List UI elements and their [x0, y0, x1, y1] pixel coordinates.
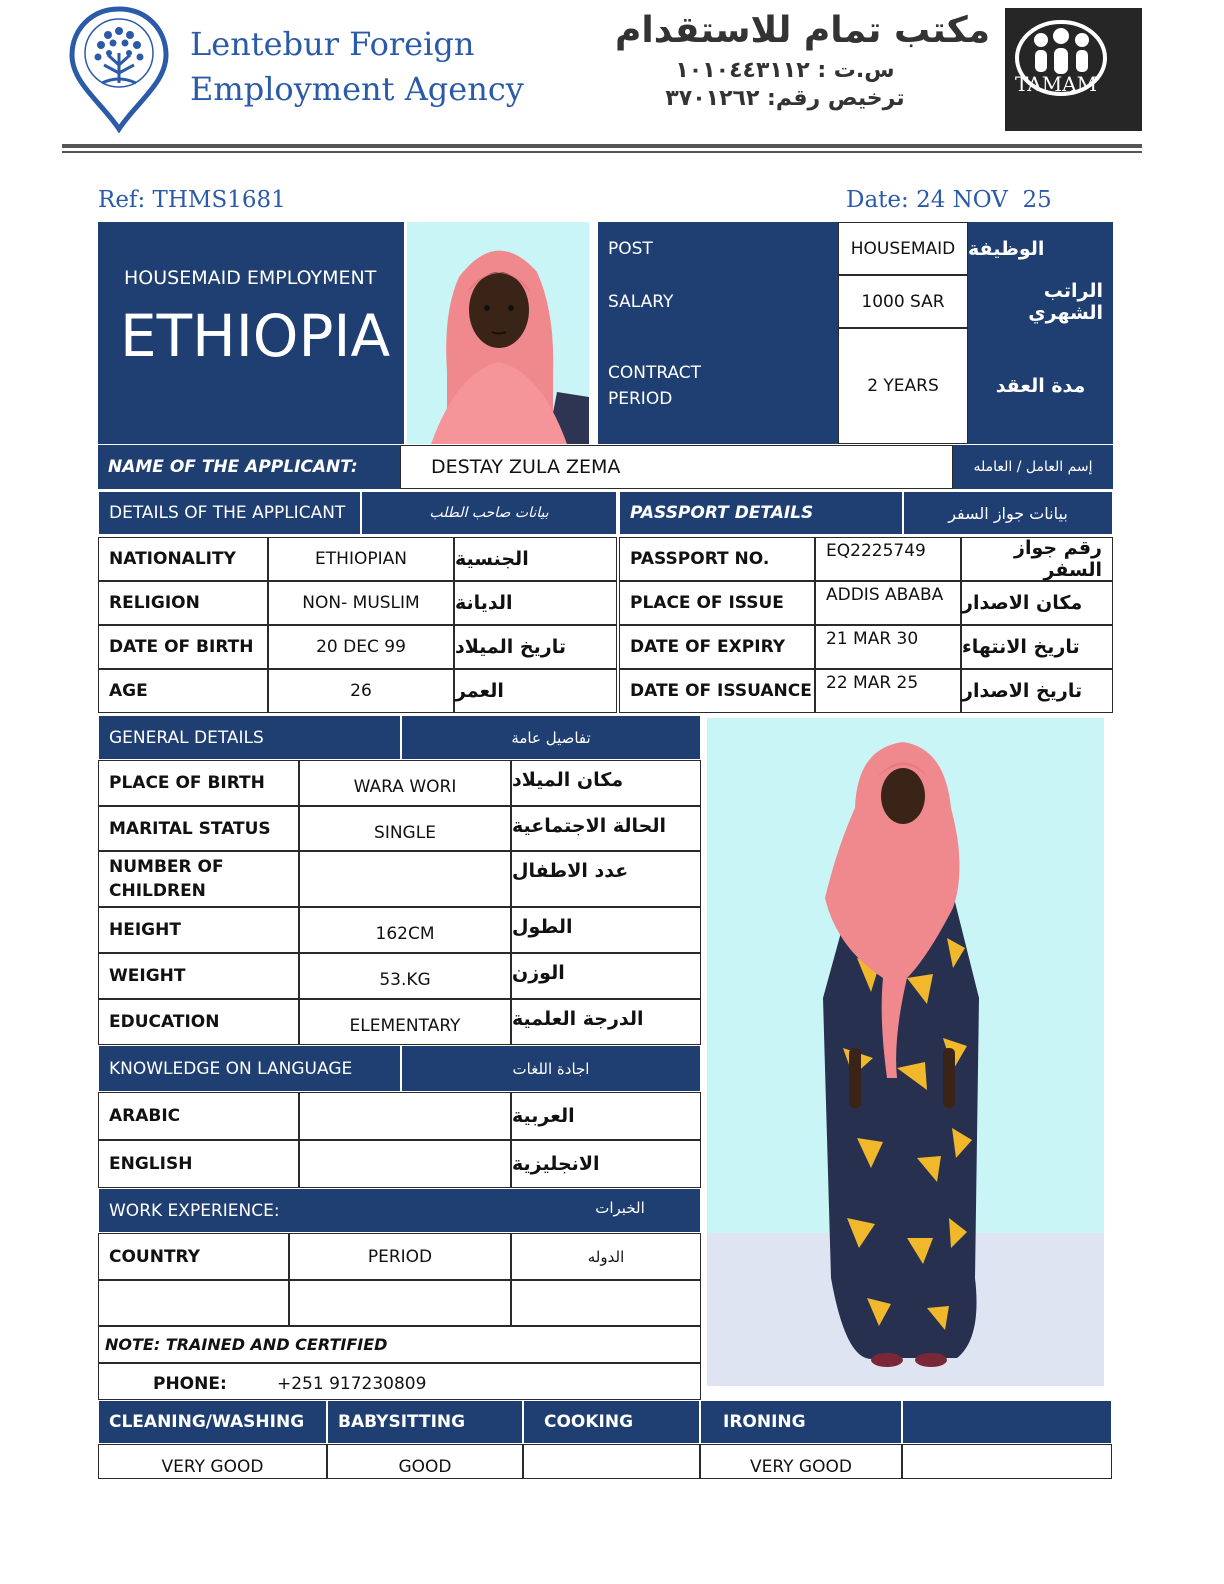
detail-value: NON- MUSLIM [268, 581, 454, 625]
passport-label-ar: تاريخ الاصدار [961, 669, 1113, 713]
general-label-ar: عدد الاطفال [511, 851, 701, 907]
contract-period-label [598, 328, 838, 444]
passport-label: PLACE OF ISSUE [619, 581, 815, 625]
arabic-office-title: مكتب تمام للاستقدام [614, 10, 990, 51]
contract-period-label-ar: مدة العقد [968, 328, 1113, 444]
general-details-header-ar: تفاصيل عامة [401, 715, 701, 760]
passport-label-ar: تاريخ الانتهاء [961, 625, 1113, 669]
language-header-ar: اجادة اللغات [401, 1045, 701, 1092]
language-header: KNOWLEDGE ON LANGUAGE [98, 1045, 401, 1092]
language-label-ar: العربية [511, 1092, 701, 1140]
skill-level [523, 1444, 700, 1479]
passport-details-header-ar: بيانات جواز السفر [903, 491, 1113, 535]
lentebur-logo-icon [68, 5, 170, 133]
applicant-name-value: DESTAY ZULA ZEMA [400, 445, 953, 489]
applicant-name-label: NAME OF THE APPLICANT: [98, 445, 400, 489]
skill-name: IRONING [700, 1400, 902, 1444]
post-label: POST [598, 222, 838, 275]
post-value: HOUSEMAID [838, 222, 968, 275]
passport-label: PASSPORT NO. [619, 537, 815, 581]
general-details-header: GENERAL DETAILS [98, 715, 401, 760]
general-label-ar: الطول [511, 907, 701, 953]
experience-row-period [289, 1280, 511, 1326]
general-label-line1: NUMBER OF [109, 857, 224, 877]
detail-label: NATIONALITY [98, 537, 268, 581]
detail-label-ar: الديانة [454, 581, 617, 625]
training-note: NOTE: TRAINED AND CERTIFIED [98, 1326, 701, 1363]
passport-value: ADDIS ABABA [815, 581, 961, 625]
country-banner [98, 222, 404, 444]
header-divider [62, 144, 1142, 148]
general-value: SINGLE [299, 806, 511, 851]
passport-value: EQ2225749 [815, 537, 961, 581]
language-label: ENGLISH [98, 1140, 299, 1188]
passport-details-header: PASSPORT DETAILS [619, 491, 903, 535]
salary-label-ar: الراتب الشهري [968, 275, 1113, 328]
detail-label: AGE [98, 669, 268, 713]
salary-label: SALARY [598, 275, 838, 328]
general-label: PLACE OF BIRTH [98, 760, 299, 806]
general-value: 53.KG [299, 953, 511, 999]
language-value [299, 1092, 511, 1140]
skill-name: COOKING [523, 1400, 700, 1444]
tamam-people-icon [1005, 8, 1142, 131]
phone-label: PHONE: [153, 1374, 227, 1394]
document-date: Date: 24 NOV 25 [846, 187, 1052, 213]
experience-row-country-ar [511, 1280, 701, 1326]
language-label: ARABIC [98, 1092, 299, 1140]
tamam-logo-text: TAMAM [1015, 72, 1098, 96]
contract-label-line1: CONTRACT [608, 363, 702, 383]
skill-name: CLEANING/WASHING [98, 1400, 327, 1444]
tamam-logo [1005, 8, 1142, 131]
detail-label-ar: الجنسية [454, 537, 617, 581]
detail-value: ETHIOPIAN [268, 537, 454, 581]
language-label-ar: الانجليزية [511, 1140, 701, 1188]
detail-value: 26 [268, 669, 454, 713]
general-label-ar: الحالة الاجتماعية [511, 806, 701, 851]
general-label: HEIGHT [98, 907, 299, 953]
experience-row-country [98, 1280, 289, 1326]
passport-label-ar: مكان الاصدار [961, 581, 1113, 625]
detail-label: DATE OF BIRTH [98, 625, 268, 669]
general-label [98, 851, 299, 907]
skill-level: VERY GOOD [98, 1444, 327, 1479]
general-value: 162CM [299, 907, 511, 953]
banner-country: ETHIOPIA [120, 302, 391, 370]
work-experience-header: WORK EXPERIENCE: [98, 1188, 701, 1233]
skill-level: GOOD [327, 1444, 523, 1479]
passport-value: 22 MAR 25 [815, 669, 961, 713]
passport-value: 21 MAR 30 [815, 625, 961, 669]
agency-name-line1: Lentebur Foreign [190, 25, 475, 63]
arabic-cr-number: س.ت : ١٠١٠٤٤٣١١٢ [675, 58, 895, 83]
salary-value: 1000 SAR [838, 275, 968, 328]
skill-name: BABYSITTING [327, 1400, 523, 1444]
agency-name [190, 22, 524, 112]
detail-value: 20 DEC 99 [268, 625, 454, 669]
experience-col-country: COUNTRY [98, 1233, 289, 1280]
passport-label-ar: رقم جواز السفر [961, 537, 1113, 581]
general-label: WEIGHT [98, 953, 299, 999]
banner-subtitle: HOUSEMAID EMPLOYMENT [124, 267, 377, 289]
applicant-full-body-photo [707, 718, 1104, 1386]
language-value [299, 1140, 511, 1188]
detail-label-ar: العمر [454, 669, 617, 713]
general-label-ar: الدرجة العلمية [511, 999, 701, 1045]
contract-label-line2: PERIOD [608, 389, 673, 409]
experience-col-country-ar: الدوله [511, 1233, 701, 1280]
general-label-ar: الوزن [511, 953, 701, 999]
contract-period-value: 2 YEARS [838, 328, 968, 444]
skill-level [902, 1444, 1112, 1479]
passport-label: DATE OF ISSUANCE [619, 669, 815, 713]
general-value: WARA WORI [299, 760, 511, 806]
skill-name [902, 1400, 1112, 1444]
phone-value: +251 917230809 [277, 1374, 427, 1394]
applicant-details-header: DETAILS OF THE APPLICANT [98, 491, 361, 535]
applicant-details-header-ar: بيانات صاحب الطلب [361, 491, 617, 535]
general-label-line2: CHILDREN [109, 881, 206, 901]
general-value [299, 851, 511, 907]
general-label: MARITAL STATUS [98, 806, 299, 851]
skill-level: VERY GOOD [700, 1444, 902, 1479]
phone-row [98, 1363, 701, 1400]
detail-label-ar: تاريخ الميلاد [454, 625, 617, 669]
work-experience-header-ar: الخبرات [595, 1199, 645, 1217]
general-label-ar: مكان الميلاد [511, 760, 701, 806]
arabic-license-number: ترخيص رقم: ٣٧٠١٢٦٢ [665, 86, 905, 111]
reference-number: Ref: THMS1681 [98, 187, 286, 213]
applicant-portrait-photo [407, 222, 589, 444]
general-label: EDUCATION [98, 999, 299, 1045]
experience-col-period: PERIOD [289, 1233, 511, 1280]
passport-label: DATE OF EXPIRY [619, 625, 815, 669]
agency-name-line2: Employment Agency [190, 70, 524, 108]
applicant-name-label-ar: إسم العامل / العامله [953, 445, 1113, 489]
post-label-ar: الوظيفة [968, 222, 1113, 275]
general-value: ELEMENTARY [299, 999, 511, 1045]
header-divider-thin [62, 151, 1142, 153]
detail-label: RELIGION [98, 581, 268, 625]
